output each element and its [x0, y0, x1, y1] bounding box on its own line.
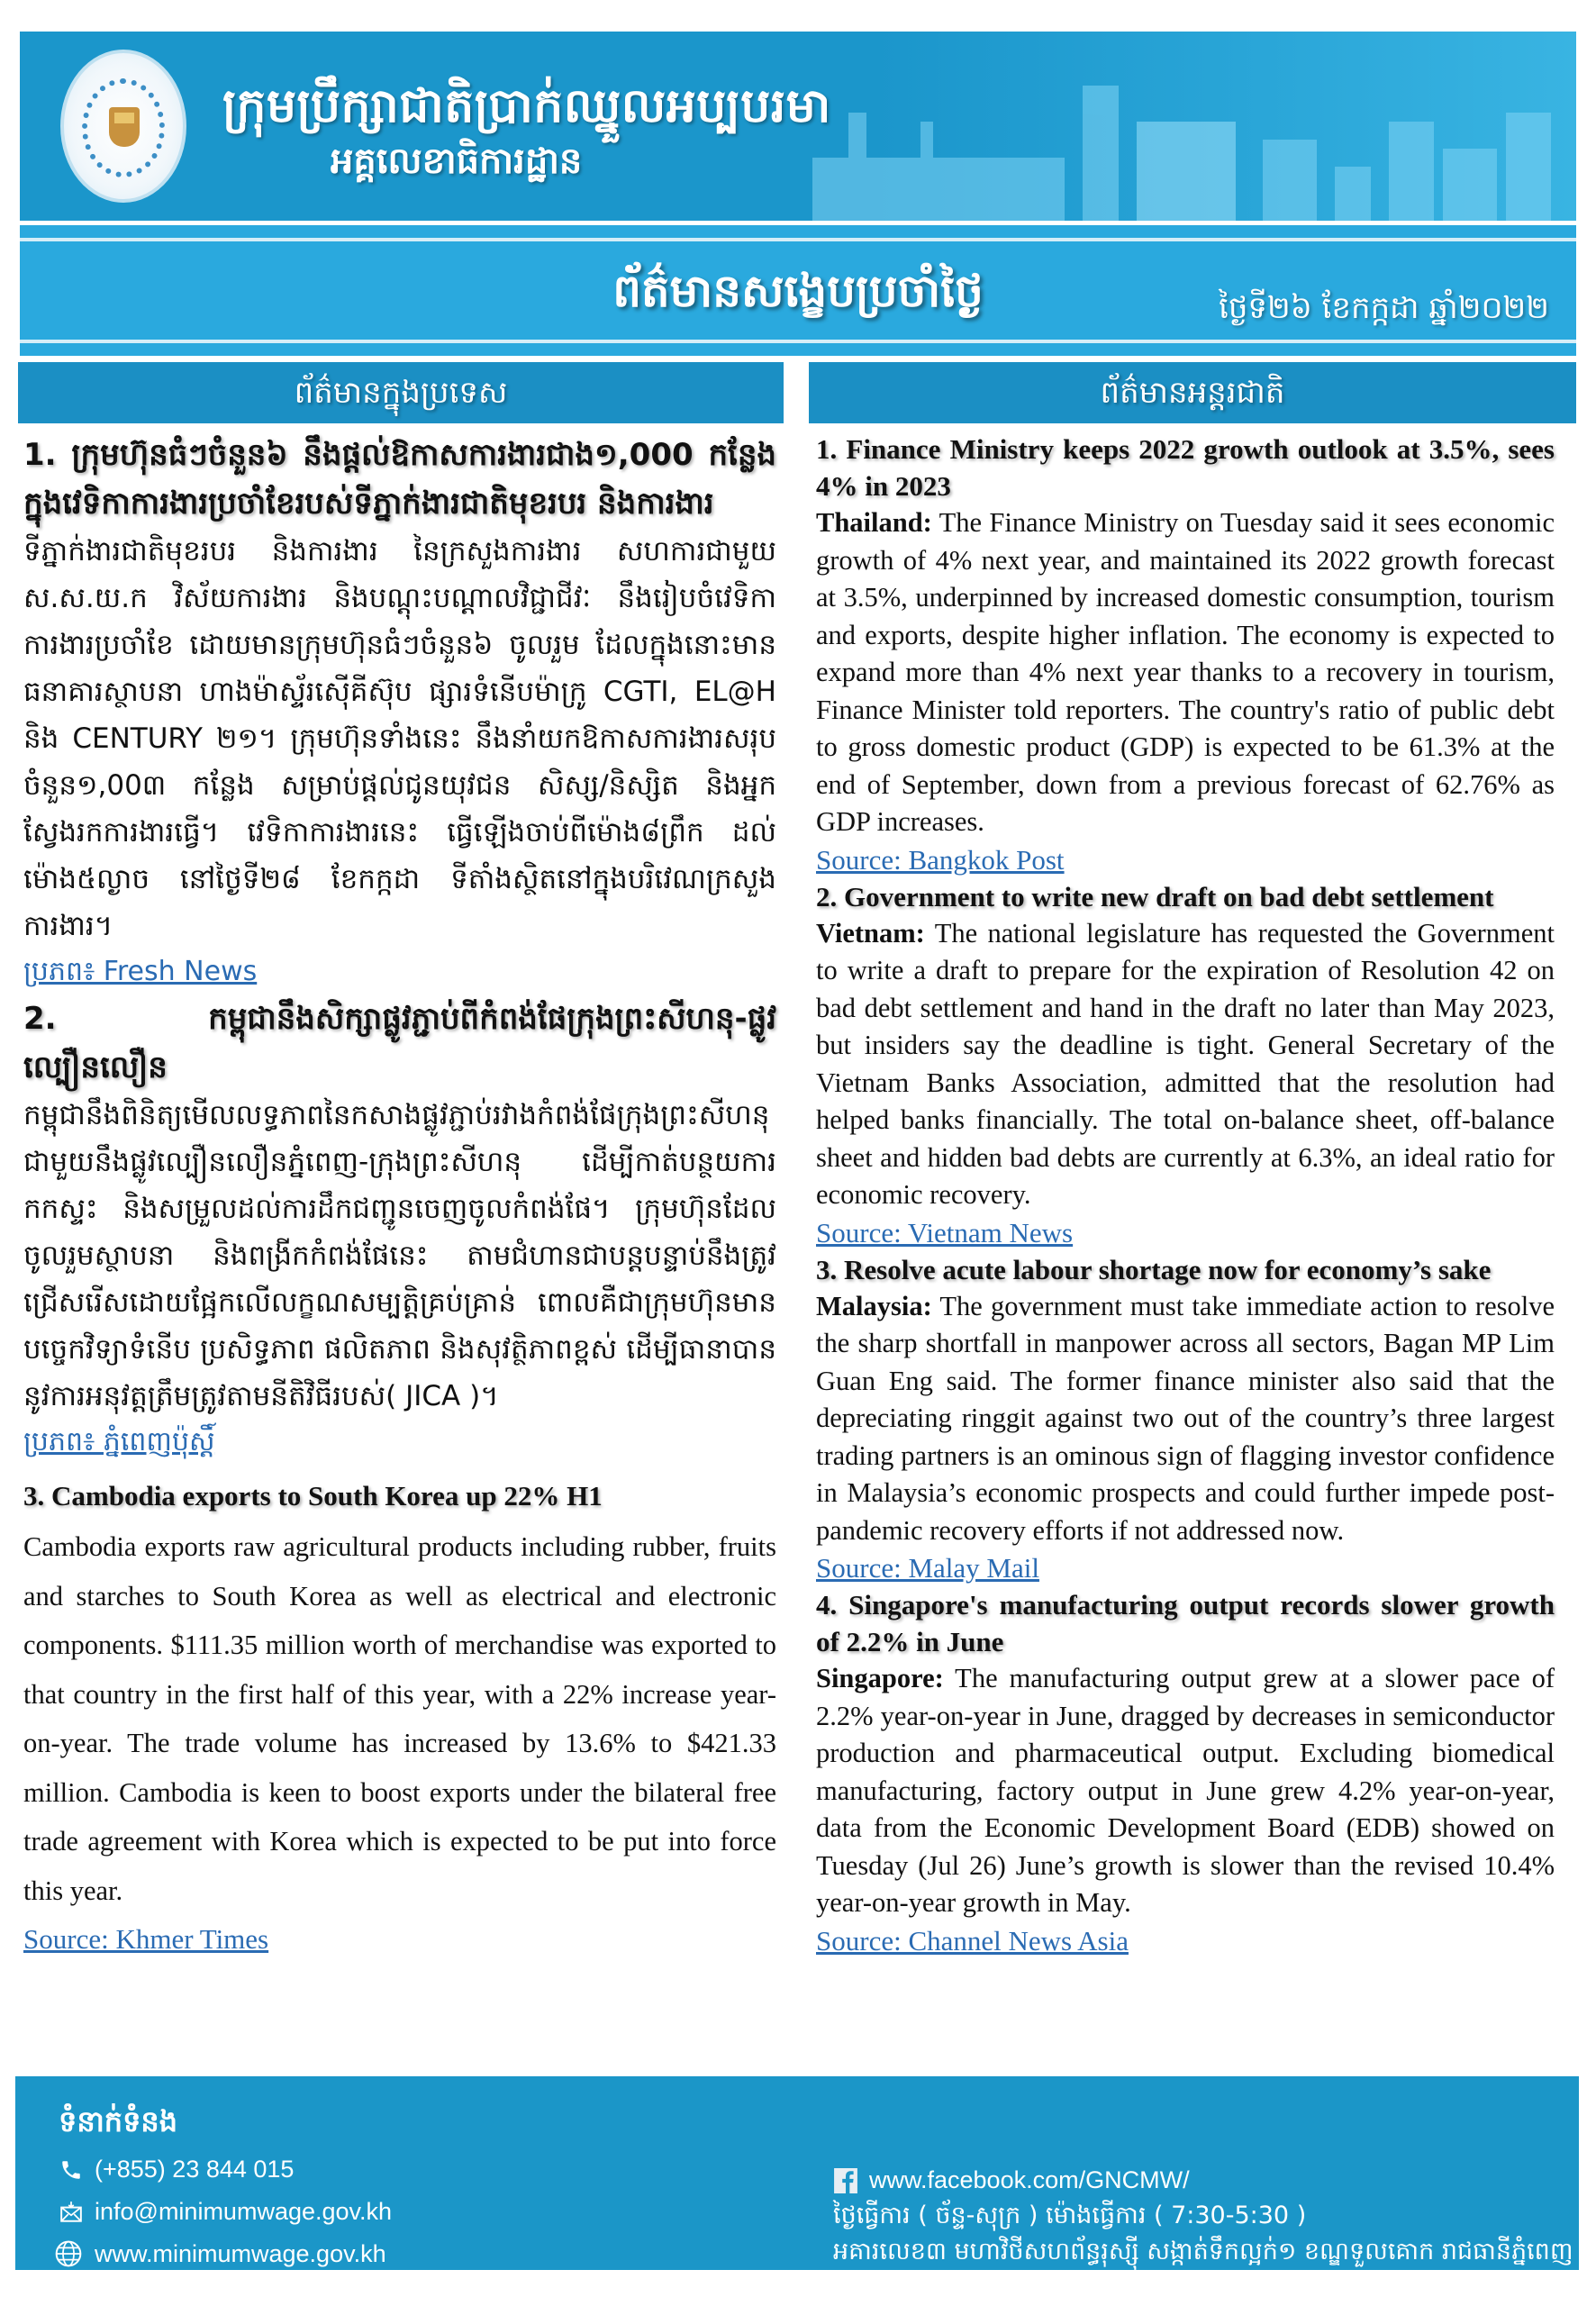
- article-country: Thailand:: [816, 507, 932, 538]
- title-band: [20, 225, 1576, 356]
- contact-title: ទំនាក់ទំនង: [59, 2104, 178, 2138]
- article-body: Singapore: The manufacturing output grew at a slower pace of 2.2% year-on-year in June, dragged by decreases in semiconductor production and pharmaceutical output. Excluding biomedical manufacturing, factory output in June grew 4.2% year-on-year, data from the Economic Development Board (EDB) showed on Tuesday (Jul 26) June’s growth is slower than the revised 10.4% year-on-year growth in May.: [816, 1663, 1555, 1918]
- article-heading: 1. ក្រុមហ៊ុនធំៗចំនួន៦ នឹងផ្តល់ឱកាសការងារជាង១,000 កន្លែង ក្នុងវេទិកាការងារប្រចាំខែរបស់ទីភ្នាក់ងារជាតិមុខរបរ និងការងារ: [23, 437, 776, 522]
- international-article-2: [816, 878, 1555, 1251]
- domestic-article-2: [23, 994, 776, 1465]
- article-heading: 3. Resolve acute labour shortage now for economy’s sake: [816, 1253, 1492, 1285]
- article-body: កម្ពុជានឹងពិនិត្យមើលលទ្ធភាពនៃកសាងផ្លូវភ្ជាប់រវាងកំពង់ផែក្រុងព្រះសីហនុ ជាមួយនឹងផ្លូវល្បឿនលឿនភ្នំពេញ-ក្រុងព្រះសីហនុ ដើម្បីកាត់បន្ថយការកកស្ទះ និងសម្រួលដល់ការដឹកជញ្ជូនចេញចូលកំពង់ផែ។ ក្រុមហ៊ុនដែលចូលរួមស្ថាបនា និងពង្រីកកំពង់ផែនេះ តាមជំហានជាបន្តបន្ទាប់នឹងត្រូវជ្រើសរើសដោយផ្អែកលើលក្ខណសម្បត្តិគ្រប់គ្រាន់ ពោលគឺជាក្រុមហ៊ុនមានបច្ចេកវិទ្យាទំនើប ប្រសិទ្ធភាព ផលិតភាព និងសុវត្ថិភាពខ្ពស់ ដើម្បីធានាបាននូវការអនុវត្តត្រឹមត្រូវតាមនីតិវិធីរបស់( JICA )។: [23, 1099, 776, 1412]
- office-address: អគារលេខ៣ មហាវិថីសហព័ន្ធរុស្ស៊ី សង្កាត់ទឹកល្អក់១ ខណ្ឌទួលគោក រាជធានីភ្នំពេញ: [833, 2238, 1573, 2265]
- phone-number[interactable]: (+855) 23 844 015: [95, 2156, 295, 2183]
- article-source-link[interactable]: Source: Malay Mail: [816, 1552, 1039, 1584]
- domestic-news-header: ព័ត៌មានក្នុងប្រទេស: [18, 362, 784, 423]
- international-article-3: [816, 1251, 1555, 1587]
- domestic-article-1: [23, 431, 776, 994]
- contact-footer: [15, 2076, 1579, 2270]
- article-body: Vietnam: The national legislature has requested the Government to write a draft to prepare for the expiration of Resolution 42 on bad debt settlement and hand in the draft no later than May 2023, but insiders say the deadline is tight. General Secretary of the Vietnam Banks Association, admitted that the resolution had helped banks financially. The total on-balance sheet, off-balance sheet and hidden bad debts are currently at 6.3%, an ideal ratio for economic recovery.: [816, 917, 1555, 1210]
- ministry-logo: [60, 50, 186, 203]
- facebook-icon: [833, 2168, 858, 2193]
- logo-trophy-icon: [109, 107, 140, 147]
- article-body: ទីភ្នាក់ងារជាតិមុខរបរ និងការងារ នៃក្រសួងការងារ សហការជាមួយ ស.ស.យ.ក វិស័យការងារ និងបណ្តុះបណ្តាលវិជ្ជាជីវៈ នឹងរៀបចំវេទិកាការងារប្រចាំខែ ដោយមានក្រុមហ៊ុនធំៗចំនួន៦ ចូលរួម ដែលក្នុងនោះមាន ធនាគារស្ថាបនា ហាងម៉ាស្ទ័រស៊ើគីស៊ុប ផ្សារទំនើបម៉ាក្រូ CGTI, EL@H និង CENTURY ២១។ ក្រុមហ៊ុនទាំងនេះ នឹងនាំយកឱកាសការងារសរុប ចំនួន១,00៣ កន្លែង សម្រាប់ផ្តល់ជូនយុវជន សិស្ស/និស្សិត និងអ្នកស្វែងរកការងារធ្វើ។ វេទិកាការងារនេះ ធ្វើឡើងចាប់ពីម៉ោង៨ព្រឹក ដល់ម៉ោង៥ល្ងាច នៅថ្ងៃទី២៨ ខែកក្កដា ទីតាំងស្ថិតនៅក្នុងបរិវេណក្រសួងការងារ។: [23, 535, 776, 942]
- facebook-link[interactable]: www.facebook.com/GNCMW/: [869, 2166, 1190, 2193]
- globe-icon: [53, 2238, 84, 2269]
- website-row: [53, 2238, 386, 2269]
- organization-name: ក្រុមប្រឹក្សាជាតិប្រាក់ឈ្នួលអប្បបរមា: [222, 79, 831, 133]
- article-country: Vietnam:: [816, 917, 925, 949]
- article-country: Malaysia:: [816, 1290, 932, 1321]
- office-hours: ថ្ងៃធ្វើការ ( ច័ន្ទ-សុក្រ ) ម៉ោងធ្វើការ ( 7:30-5:30 ): [833, 2202, 1307, 2229]
- article-body: Cambodia exports raw agricultural products including rubber, fruits and starches to South Korea as well as electrical and electronic components. $111.35 million worth of merchandise was exported to that country in the first half of this year, with a 22% increase year-on-year. The trade volume has increased by 13.6% to $421.33 million. Cambodia is keen to boost exports under the bilateral free trade agreement with Korea which is expected to be put into force this year.: [23, 1531, 776, 1906]
- page-title: ព័ត៌មានសង្ខេបប្រចាំថ្ងៃ: [612, 265, 984, 317]
- header-banner: [20, 32, 1576, 221]
- domestic-article-3: [23, 1470, 776, 1964]
- article-source-link[interactable]: ប្រភព៖ ភ្នំពេញប៉ុស្តិ៍: [23, 1426, 215, 1457]
- website-link[interactable]: www.minimumwage.gov.kh: [95, 2239, 386, 2267]
- article-heading: 4. Singapore's manufacturing output records slower growth of 2.2% in June: [816, 1589, 1555, 1657]
- article-heading: 2. Government to write new draft on bad debt settlement: [816, 880, 1494, 912]
- issue-date: ថ្ងៃទី២៦ ខែកក្កដា ឆ្នាំ២០២២: [1219, 290, 1549, 326]
- article-source-link[interactable]: Source: Bangkok Post: [816, 843, 1065, 876]
- article-body: Thailand: The Finance Ministry on Tuesday said it sees economic growth of 4% next year, and maintained its 2022 growth forecast at 3.5%, underpinned by increased domestic consumption, tourism and exports, despite higher inflation. The economy is expected to expand more than 4% next year thanks to a recovery in tourism, Finance Minister told reporters. The country's ratio of public debt to gross domestic product (GDP) is expected to be 61.3% at the end of September, down from a previous forecast of 62.76% as GDP increases.: [816, 507, 1555, 837]
- international-article-4: [816, 1586, 1555, 1959]
- article-country: Singapore:: [816, 1663, 944, 1693]
- article-source-link[interactable]: ប្រភព៖ Fresh News: [23, 956, 258, 987]
- email-row: [59, 2198, 392, 2226]
- article-source-link[interactable]: Source: Channel News Asia: [816, 1924, 1129, 1956]
- article-source-link[interactable]: Source: Vietnam News: [816, 1216, 1074, 1248]
- article-heading: 2. កម្ពុជានឹងសិក្សាផ្លូវភ្ជាប់ពីកំពង់ផែក្រុងព្រះសីហនុ-ផ្លូវល្បឿនលឿន: [23, 1001, 776, 1085]
- international-news-header: ព័ត៌មានអន្តរជាតិ: [809, 362, 1576, 423]
- article-body: Malaysia: The government must take immediate action to resolve the sharp shortfall in manpower across all sectors, Bagan MP Lim Guan Eng said. The former finance minister also said that the depreciating ringgit against two out of the country’s three largest trading partners is an ominous sign of flagging investor confidence in Malaysia’s economic prospects and could further impede post-pandemic recovery efforts if not addressed now.: [816, 1290, 1555, 1546]
- international-article-1: [816, 431, 1555, 878]
- email-address[interactable]: info@minimumwage.gov.kh: [95, 2198, 393, 2225]
- article-heading: 1. Finance Ministry keeps 2022 growth outlook at 3.5%, sees 4% in 2023: [816, 433, 1555, 502]
- organization-subtitle: អគ្គលេខាធិការដ្ឋាន: [331, 141, 583, 182]
- international-news-column: [816, 431, 1555, 1959]
- city-port-illustration: [812, 86, 1576, 221]
- domestic-news-column: [23, 431, 776, 1964]
- envelope-icon: [59, 2200, 84, 2225]
- facebook-row: [833, 2166, 1190, 2194]
- phone-icon: [59, 2157, 84, 2183]
- phone-row: [59, 2156, 294, 2183]
- article-source-link[interactable]: Source: Khmer Times: [23, 1923, 269, 1955]
- article-heading: 3. Cambodia exports to South Korea up 22% H1: [23, 1480, 603, 1512]
